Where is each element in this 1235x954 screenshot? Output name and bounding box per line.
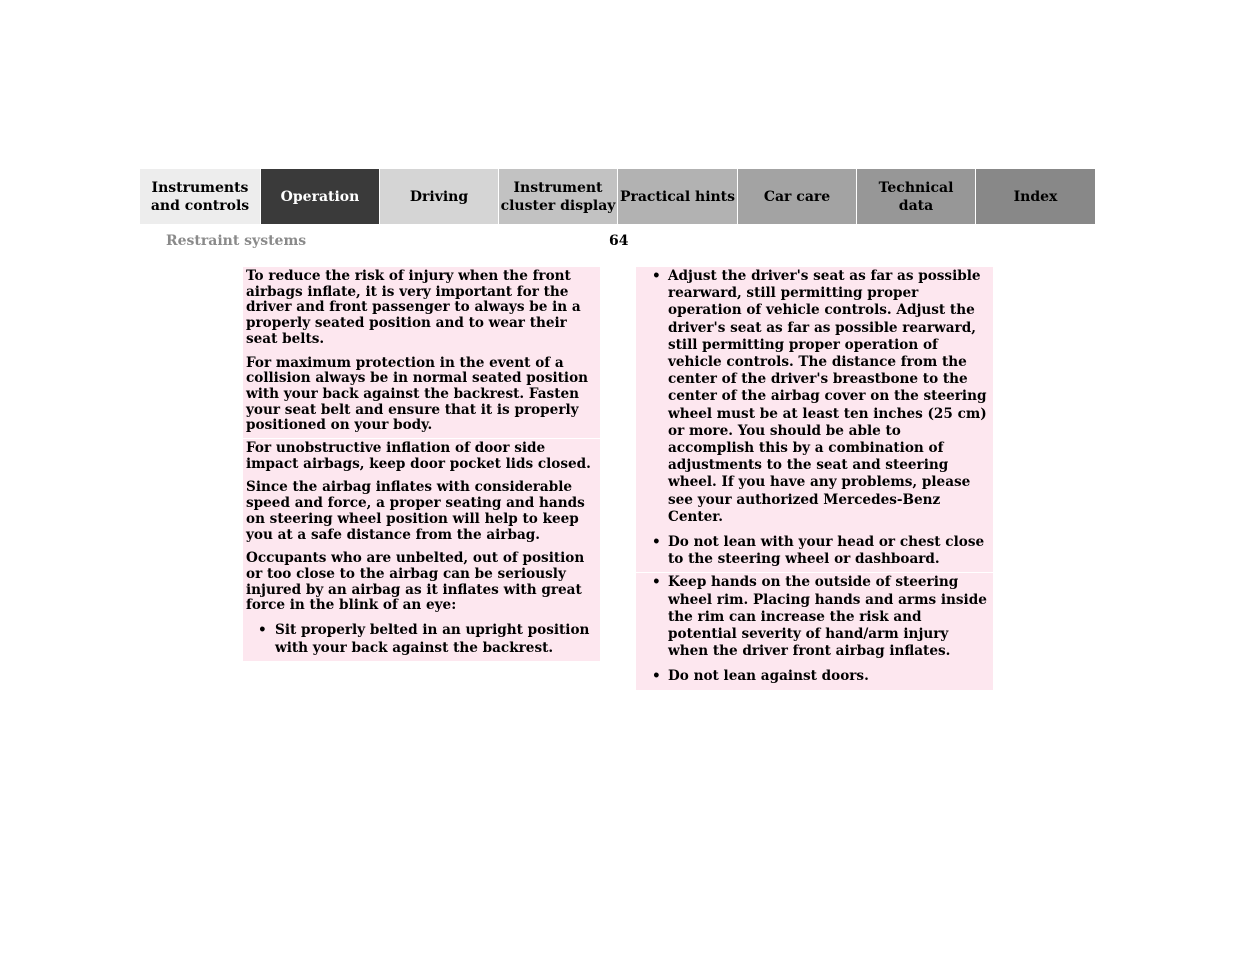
list-item bbox=[639, 534, 990, 568]
tab-practical-hints[interactable]: Practical hints bbox=[617, 169, 737, 224]
paragraph: For maximum protection in the event of a collision always be in normal seated position with your back against the backrest. Fasten your seat belt and ensure that it is properly positioned on your body. bbox=[246, 354, 589, 434]
section-title: Restraint systems bbox=[166, 233, 307, 249]
bullet-list bbox=[639, 268, 990, 568]
bullet-icon: • bbox=[652, 268, 661, 284]
tab-instrument-cluster-display[interactable]: Instrument cluster display bbox=[498, 169, 617, 224]
bullet-list bbox=[246, 622, 597, 657]
tab-operation[interactable]: Operation bbox=[260, 169, 379, 224]
list-item-text: Adjust the driver's seat as far as possible rearward, still permitting proper operation of vehicle controls. Adjust the driver's seat as far as possible rearward, still permitting proper operation of vehicle controls. The distance from the center of the driver's breastbone to the center of the airbag cover on the steering wheel must be at least ten inches (25 cm) or more. You should be able to accomplish this by a combination of adjustments to the seat and steering wheel. If you have any problems, please see your authorized Mercedes-Benz Center. bbox=[668, 268, 987, 525]
list-item bbox=[246, 622, 597, 657]
list-item-text: Keep hands on the outside of steering wheel rim. Placing hands and arms inside the rim can increase the risk and potential severity of hand/arm injury when the driver front airbag inflates. bbox=[668, 574, 987, 660]
right-column bbox=[636, 267, 993, 690]
list-item-text: Do not lean against doors. bbox=[668, 668, 869, 685]
list-item bbox=[639, 268, 990, 526]
bullet-icon: • bbox=[258, 622, 267, 639]
paragraph: To reduce the risk of injury when the front airbags inflate, it is very important for the driver and front passenger to always be in a properly seated position and to wear their seat belts. bbox=[246, 268, 581, 347]
bullet-list bbox=[639, 574, 990, 685]
list-item-text: Do not lean with your head or chest close to the steering wheel or dashboard. bbox=[668, 534, 985, 568]
warning-block bbox=[243, 267, 600, 438]
bullet-icon: • bbox=[652, 668, 661, 685]
warning-block bbox=[636, 573, 993, 689]
list-item bbox=[639, 574, 990, 660]
tab-technical-data[interactable]: Technical data bbox=[856, 169, 975, 224]
paragraph: Since the airbag inflates with considerable speed and force, a proper seating and hands on steering wheel position will help to keep you at a safe distance from the airbag. bbox=[246, 479, 585, 543]
paragraph: For unobstructive inflation of door side impact airbags, keep door pocket lids closed. bbox=[246, 440, 591, 472]
warning-block bbox=[636, 267, 993, 572]
tab-driving[interactable]: Driving bbox=[379, 169, 498, 224]
paragraph: Occupants who are unbelted, out of position or too close to the airbag can be seriously injured by an airbag as it inflates with great force in the blink of an eye: bbox=[246, 550, 585, 614]
bullet-icon: • bbox=[652, 574, 661, 591]
chapter-nav bbox=[140, 169, 1095, 224]
list-item-text: Sit properly belted in an upright position with your back against the backrest. bbox=[275, 622, 590, 656]
tab-car-care[interactable]: Car care bbox=[737, 169, 856, 224]
tab-index[interactable]: Index bbox=[975, 169, 1095, 224]
list-item bbox=[639, 668, 990, 685]
warning-block bbox=[243, 439, 600, 661]
page-number: 64 bbox=[609, 233, 629, 249]
bullet-icon: • bbox=[652, 534, 661, 551]
tab-instruments-and-controls[interactable]: Instruments and controls bbox=[140, 169, 260, 224]
left-column bbox=[243, 267, 600, 661]
